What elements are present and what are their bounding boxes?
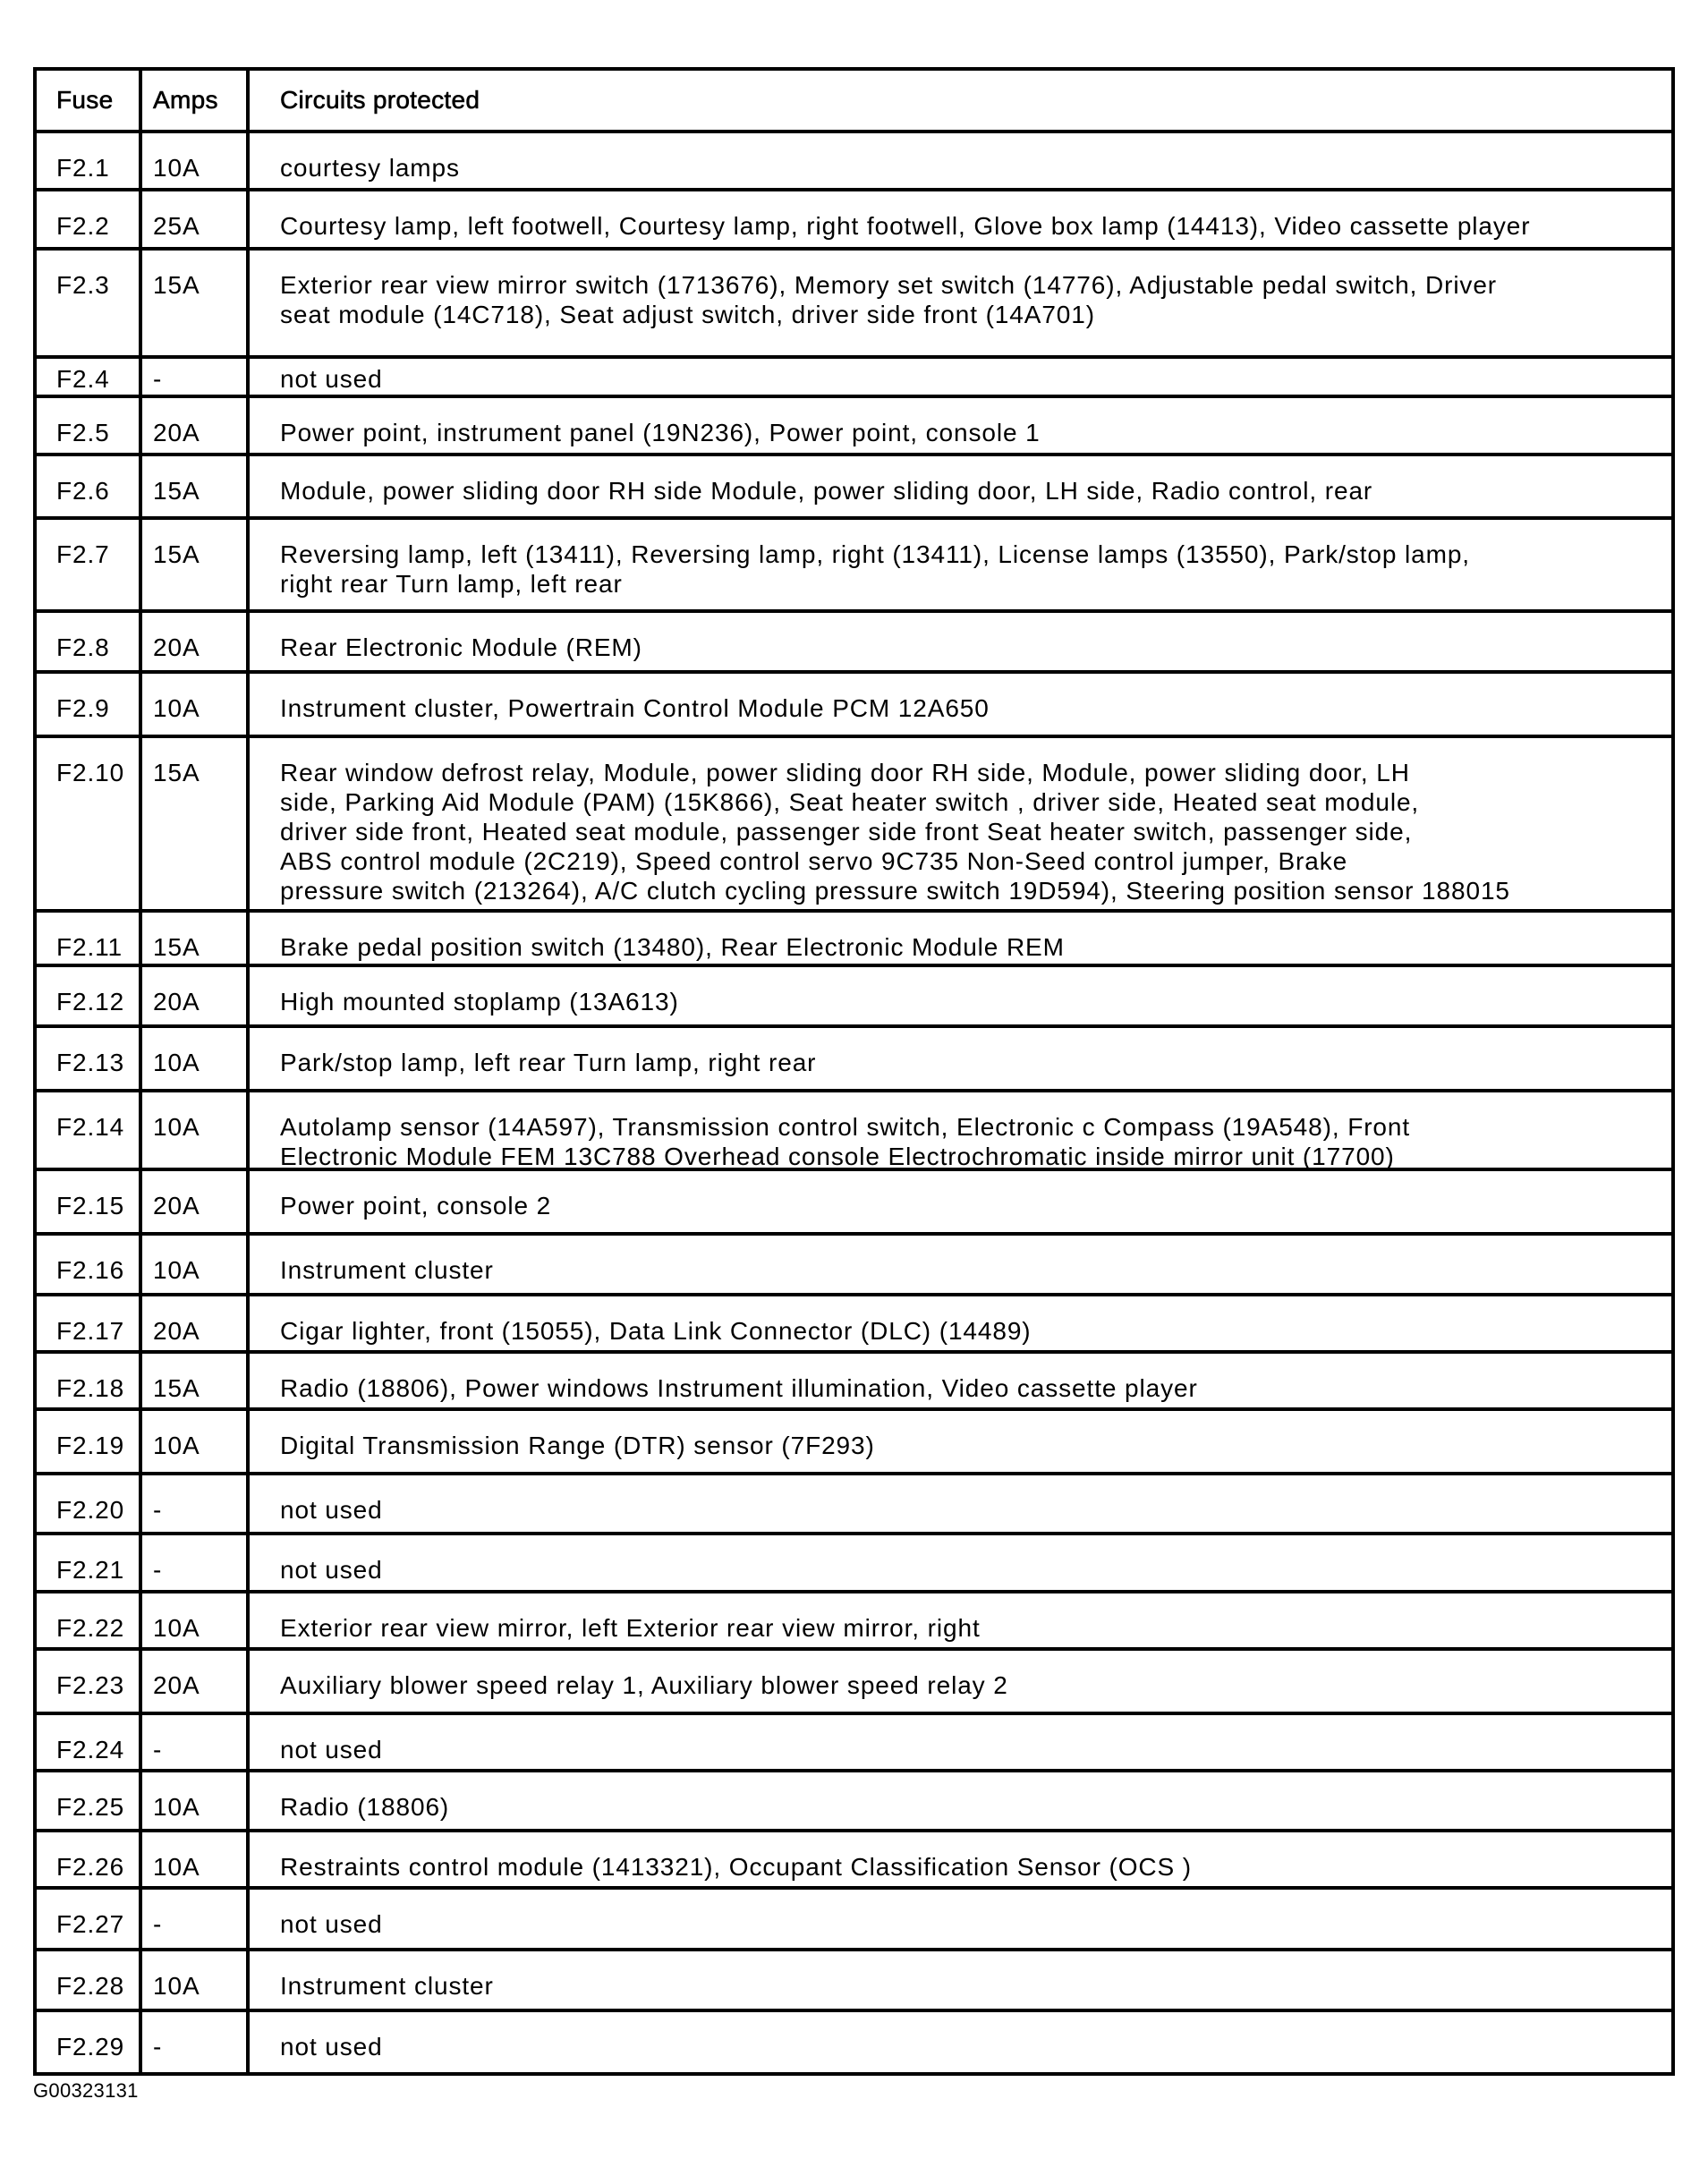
circuits-cell <box>250 1593 1671 1647</box>
amps-cell: 10A <box>142 1832 250 1886</box>
fuse-id-cell: F2.22 <box>37 1593 142 1647</box>
fuse-id-cell: F2.1 <box>37 133 142 188</box>
amps-cell: 20A <box>142 1651 250 1712</box>
fuse-id-cell: F2.2 <box>37 191 142 247</box>
fuse-id-cell: F2.28 <box>37 1951 142 2009</box>
table-row <box>37 1829 1671 1886</box>
amps-cell: 10A <box>142 1772 250 1829</box>
circuits-cell <box>250 1028 1671 1089</box>
circuits-cell <box>250 1535 1671 1590</box>
amps-cell: 10A <box>142 1951 250 2009</box>
figure-id-label: G00323131 <box>33 2079 139 2102</box>
table-row <box>37 1886 1671 1948</box>
circuits-cell <box>250 398 1671 453</box>
fuse-id-cell: F2.12 <box>37 967 142 1024</box>
circuits-line: courtesy lamps <box>280 154 460 182</box>
table-row <box>37 1647 1671 1712</box>
amps-cell: - <box>142 1475 250 1532</box>
circuits-line: Instrument cluster <box>280 1256 494 1284</box>
table-row <box>37 130 1671 188</box>
circuits-line: Instrument cluster <box>280 1972 494 2000</box>
circuits-line: Park/stop lamp, left rear Turn lamp, right rear <box>280 1049 817 1076</box>
table-header-row <box>37 71 1671 130</box>
fuse-id-cell: F2.4 <box>37 359 142 395</box>
amps-cell: 10A <box>142 1411 250 1472</box>
circuits-line: Radio (18806) <box>280 1793 450 1821</box>
table-row <box>37 1168 1671 1232</box>
amps-cell: 15A <box>142 456 250 516</box>
fuse-id-cell: F2.24 <box>37 1715 142 1769</box>
amps-cell: 15A <box>142 1354 250 1407</box>
circuits-line: Power point, instrument panel (19N236), Power point, console 1 <box>280 419 1041 446</box>
table-row <box>37 1532 1671 1590</box>
amps-cell: 10A <box>142 674 250 735</box>
fuse-id-cell: F2.26 <box>37 1832 142 1886</box>
table-row <box>37 670 1671 735</box>
table-row <box>37 355 1671 395</box>
amps-cell: 10A <box>142 1593 250 1647</box>
circuits-line: pressure switch (213264), A/C clutch cycling pressure switch 19D594), Steering position sensor 188015 <box>280 877 1510 905</box>
circuits-line: Rear Electronic Module (REM) <box>280 633 642 661</box>
fuse-id-cell: F2.25 <box>37 1772 142 1829</box>
table-row <box>37 1590 1671 1647</box>
circuits-cell <box>250 1772 1671 1829</box>
table-row <box>37 1024 1671 1089</box>
header-amps: Amps <box>142 71 250 130</box>
circuits-cell <box>250 913 1671 964</box>
circuits-line: not used <box>280 1910 383 1938</box>
circuits-cell <box>250 359 1671 395</box>
circuits-cell <box>250 613 1671 670</box>
fuse-id-cell: F2.15 <box>37 1171 142 1232</box>
table-row <box>37 1350 1671 1407</box>
circuits-line: Radio (18806), Power windows Instrument illumination, Video cassette player <box>280 1374 1198 1402</box>
table-row <box>37 247 1671 355</box>
amps-cell: - <box>142 2012 250 2072</box>
amps-cell: 10A <box>142 1092 250 1168</box>
circuits-cell <box>250 1236 1671 1293</box>
table-row <box>37 395 1671 453</box>
circuits-cell <box>250 1832 1671 1886</box>
circuits-cell <box>250 520 1671 609</box>
fuse-id-cell: F2.14 <box>37 1092 142 1168</box>
circuits-line: Reversing lamp, left (13411), Reversing lamp, right (13411), License lamps (13550), Park/stop lamp, <box>280 540 1470 568</box>
circuits-line: Exterior rear view mirror, left Exterior rear view mirror, right <box>280 1614 981 1642</box>
fuse-id-cell: F2.21 <box>37 1535 142 1590</box>
circuits-line: Brake pedal position switch (13480), Rear Electronic Module REM <box>280 933 1065 961</box>
table-row <box>37 2009 1671 2072</box>
circuits-cell <box>250 133 1671 188</box>
amps-cell: 10A <box>142 1028 250 1089</box>
circuits-line: Power point, console 2 <box>280 1192 552 1219</box>
circuits-line: side, Parking Aid Module (PAM) (15K866), Seat heater switch , driver side, Heated seat module, <box>280 788 1420 816</box>
circuits-line: Courtesy lamp, left footwell, Courtesy lamp, right footwell, Glove box lamp (14413), Video cassette player <box>280 212 1531 240</box>
circuits-line: Electronic Module FEM 13C788 Overhead console Electrochromatic inside mirror unit (17700) <box>280 1143 1395 1170</box>
circuits-cell <box>250 1715 1671 1769</box>
fuse-id-cell: F2.17 <box>37 1296 142 1350</box>
table-row <box>37 964 1671 1024</box>
circuits-line: Autolamp sensor (14A597), Transmission control switch, Electronic c Compass (19A548), Front <box>280 1113 1411 1141</box>
fuse-id-cell: F2.11 <box>37 913 142 964</box>
circuits-cell <box>250 738 1671 909</box>
circuits-cell <box>250 967 1671 1024</box>
fuse-id-cell: F2.19 <box>37 1411 142 1472</box>
circuits-cell <box>250 456 1671 516</box>
amps-cell: 10A <box>142 133 250 188</box>
circuits-line: right rear Turn lamp, left rear <box>280 570 623 598</box>
circuits-line: not used <box>280 2033 383 2061</box>
table-row <box>37 1472 1671 1532</box>
circuits-line: Rear window defrost relay, Module, power sliding door RH side, Module, power sliding door, LH <box>280 759 1410 786</box>
amps-cell: 25A <box>142 191 250 247</box>
header-circuits-protected: Circuits protected <box>280 86 480 114</box>
amps-cell: - <box>142 1715 250 1769</box>
circuits-cell <box>250 1475 1671 1532</box>
circuits-cell <box>250 1354 1671 1407</box>
circuits-line: not used <box>280 1556 383 1584</box>
fuse-id-cell: F2.9 <box>37 674 142 735</box>
fuse-id-cell: F2.18 <box>37 1354 142 1407</box>
circuits-cell <box>250 251 1671 355</box>
fuse-id-cell: F2.3 <box>37 251 142 355</box>
circuits-cell <box>250 1296 1671 1350</box>
amps-cell: 15A <box>142 520 250 609</box>
circuits-line: Digital Transmission Range (DTR) sensor (7F293) <box>280 1432 875 1459</box>
circuits-line: not used <box>280 1736 383 1763</box>
amps-cell: 15A <box>142 251 250 355</box>
amps-cell: - <box>142 359 250 395</box>
amps-cell: 15A <box>142 738 250 909</box>
amps-cell: - <box>142 1535 250 1590</box>
circuits-cell <box>250 1411 1671 1472</box>
amps-cell: 10A <box>142 1236 250 1293</box>
circuits-line: ABS control module (2C219), Speed control servo 9C735 Non-Seed control jumper, Brake <box>280 847 1348 875</box>
fuse-id-cell: F2.7 <box>37 520 142 609</box>
circuits-cell <box>250 1890 1671 1948</box>
fuse-id-cell: F2.27 <box>37 1890 142 1948</box>
table-row <box>37 735 1671 909</box>
fuse-id-cell: F2.20 <box>37 1475 142 1532</box>
table-body <box>37 130 1671 2072</box>
table-row <box>37 609 1671 670</box>
circuits-cell <box>250 1651 1671 1712</box>
circuits-cell <box>250 1171 1671 1232</box>
fuse-id-cell: F2.29 <box>37 2012 142 2072</box>
circuits-line: High mounted stoplamp (13A613) <box>280 988 679 1016</box>
table-row <box>37 1407 1671 1472</box>
table-row <box>37 1712 1671 1769</box>
circuits-cell <box>250 2012 1671 2072</box>
amps-cell: - <box>142 1890 250 1948</box>
table-row <box>37 453 1671 516</box>
header-fuse: Fuse <box>37 71 142 130</box>
fuse-id-cell: F2.10 <box>37 738 142 909</box>
circuits-line: Exterior rear view mirror switch (1713676), Memory set switch (14776), Adjustable pedal switch, Driver <box>280 271 1498 299</box>
fuse-id-cell: F2.13 <box>37 1028 142 1089</box>
circuits-cell <box>250 1951 1671 2009</box>
amps-cell: 15A <box>142 913 250 964</box>
amps-cell: 20A <box>142 967 250 1024</box>
amps-cell: 20A <box>142 613 250 670</box>
fuse-table <box>33 67 1675 2076</box>
fuse-id-cell: F2.8 <box>37 613 142 670</box>
table-row <box>37 1232 1671 1293</box>
amps-cell: 20A <box>142 1171 250 1232</box>
table-row <box>37 1293 1671 1350</box>
circuits-cell <box>250 191 1671 247</box>
table-row <box>37 1089 1671 1168</box>
fuse-id-cell: F2.5 <box>37 398 142 453</box>
circuits-line: Restraints control module (1413321), Occupant Classification Sensor (OCS ) <box>280 1853 1193 1881</box>
circuits-line: driver side front, Heated seat module, passenger side front Seat heater switch, passenger side, <box>280 818 1413 846</box>
circuits-cell <box>250 1092 1671 1168</box>
fuse-id-cell: F2.16 <box>37 1236 142 1293</box>
fuse-id-cell: F2.6 <box>37 456 142 516</box>
table-row <box>37 1948 1671 2009</box>
table-row <box>37 516 1671 609</box>
table-row <box>37 909 1671 964</box>
table-row <box>37 1769 1671 1829</box>
circuits-line: Cigar lighter, front (15055), Data Link Connector (DLC) (14489) <box>280 1317 1032 1345</box>
circuits-cell <box>250 674 1671 735</box>
circuits-line: not used <box>280 1496 383 1524</box>
circuits-line: seat module (14C718), Seat adjust switch, driver side front (14A701) <box>280 301 1095 328</box>
circuits-line: not used <box>280 365 383 393</box>
circuits-line: Auxiliary blower speed relay 1, Auxiliary blower speed relay 2 <box>280 1671 1008 1699</box>
amps-cell: 20A <box>142 398 250 453</box>
amps-cell: 20A <box>142 1296 250 1350</box>
circuits-line: Module, power sliding door RH side Module, power sliding door, LH side, Radio control, rear <box>280 477 1373 505</box>
table-row <box>37 188 1671 247</box>
fuse-id-cell: F2.23 <box>37 1651 142 1712</box>
circuits-line: Instrument cluster, Powertrain Control Module PCM 12A650 <box>280 694 990 722</box>
